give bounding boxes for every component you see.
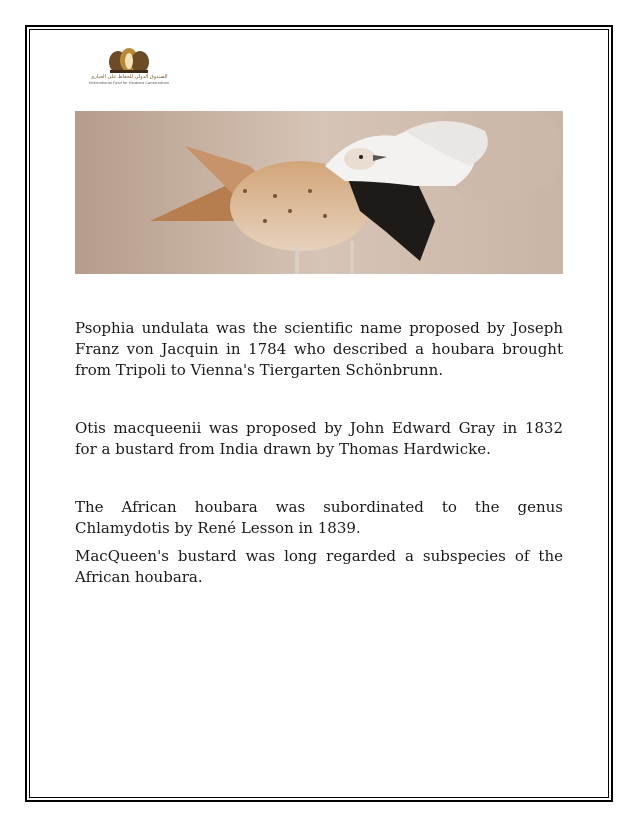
paragraph-african-houbara: The African houbara was subordinated to the genus Chlamydotis by René Lesson in 1839. (75, 498, 563, 537)
logo-english-text: International Fund for Houbara Conservation (88, 81, 170, 85)
paragraph-otis-macqueenii: Otis macqueenii was proposed by John Edward Gray in 1832 for a bustard from India drawn by Thomas Hardwicke. (75, 419, 563, 458)
paragraph-psophia-undulata: Psophia undulata was the scientific name proposed by Joseph Franz von Jacquin in 1784 who described a houbara brought from Tripoli to Vienna's Tiergarten Schönbrunn. (75, 319, 563, 379)
paragraph-macqueens-bustard: MacQueen's bustard was long regarded a subspecies of the African houbara. (75, 547, 563, 586)
logo-arabic-text: الصندوق الدولي للحفاظ على الحبارى (90, 74, 168, 80)
bird-image-icon (75, 111, 563, 274)
houbara-bustard-photo (75, 111, 563, 274)
organization-logo (84, 48, 174, 90)
houbara-logo-icon (96, 48, 162, 74)
